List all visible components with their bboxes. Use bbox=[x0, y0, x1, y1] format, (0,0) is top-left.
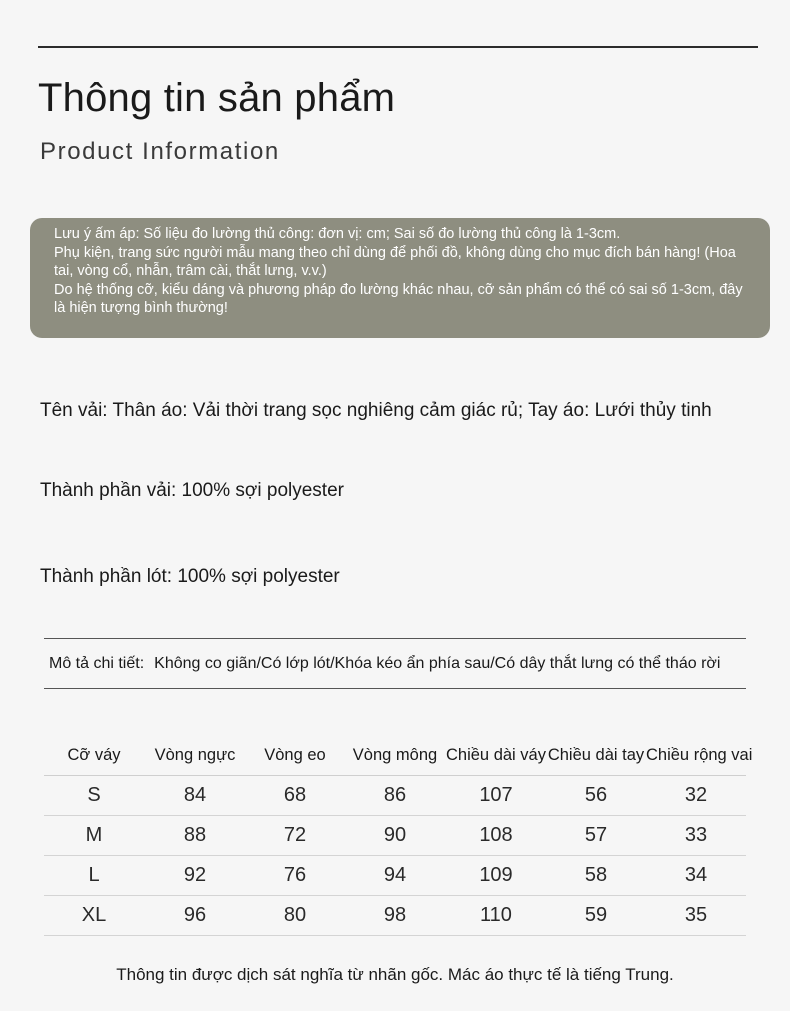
header-bust: Vòng ngực bbox=[144, 735, 246, 776]
detail-bottom-divider bbox=[44, 688, 746, 689]
fabric-name: Tên vải: Thân áo: Vải thời trang sọc nghiêng cảm giác rủ; Tay áo: Lưới thủy tinh bbox=[40, 400, 712, 421]
cell-bust: 88 bbox=[144, 816, 246, 856]
cell-waist: 80 bbox=[246, 896, 344, 936]
size-table bbox=[44, 735, 753, 936]
cell-sleeve-length: 58 bbox=[546, 856, 646, 896]
table-row bbox=[44, 896, 746, 936]
translation-footnote: Thông tin được dịch sát nghĩa từ nhãn gốc. Mác áo thực tế là tiếng Trung. bbox=[116, 965, 674, 984]
cell-hip: 90 bbox=[344, 816, 446, 856]
note-line-accessories: Phụ kiện, trang sức người mẫu mang theo chỉ dùng để phối đồ, không dùng cho mục đích bán hàng! (Hoa tai, vòng cổ, nhẫn, trâm cài, thắt lưng, v.v.) bbox=[54, 244, 736, 280]
cell-waist: 68 bbox=[246, 776, 344, 816]
note-line-size-variance: Do hệ thống cỡ, kiểu dáng và phương pháp đo lường khác nhau, cỡ sản phẩm có thể có sai số 1-3cm, đây là hiện tượng bình thường! bbox=[54, 281, 743, 317]
cell-size: S bbox=[44, 776, 144, 816]
cell-shoulder-width: 34 bbox=[646, 856, 746, 896]
header-sleeve-length: Chiều dài tay bbox=[546, 735, 646, 776]
cell-sleeve-length: 56 bbox=[546, 776, 646, 816]
cell-dress-length: 109 bbox=[446, 856, 546, 896]
table-row bbox=[44, 816, 746, 856]
cell-hip: 86 bbox=[344, 776, 446, 816]
cell-shoulder-width: 33 bbox=[646, 816, 746, 856]
detail-top-divider bbox=[44, 638, 746, 639]
top-divider bbox=[38, 46, 758, 48]
detail-description bbox=[49, 655, 720, 673]
cell-hip: 94 bbox=[344, 856, 446, 896]
care-note-box bbox=[30, 218, 770, 338]
cell-hip: 98 bbox=[344, 896, 446, 936]
cell-bust: 84 bbox=[144, 776, 246, 816]
detail-label: Mô tả chi tiết: bbox=[49, 655, 145, 672]
cell-dress-length: 107 bbox=[446, 776, 546, 816]
header-waist: Vòng eo bbox=[246, 735, 344, 776]
page-subtitle: Product Information bbox=[40, 138, 280, 165]
cell-size: XL bbox=[44, 896, 144, 936]
header-hip: Vòng mông bbox=[344, 735, 446, 776]
cell-bust: 96 bbox=[144, 896, 246, 936]
note-line-measurement: Lưu ý ấm áp: Số liệu đo lường thủ công: đơn vị: cm; Sai số đo lường thủ công là 1-3cm. bbox=[54, 226, 621, 242]
fabric-composition: Thành phần vải: 100% sợi polyester bbox=[40, 480, 344, 501]
cell-size: L bbox=[44, 856, 144, 896]
cell-sleeve-length: 59 bbox=[546, 896, 646, 936]
size-table-header-row bbox=[44, 735, 746, 776]
header-dress-length: Chiều dài váy bbox=[446, 735, 546, 776]
cell-shoulder-width: 35 bbox=[646, 896, 746, 936]
cell-bust: 92 bbox=[144, 856, 246, 896]
lining-composition: Thành phần lót: 100% sợi polyester bbox=[40, 566, 340, 587]
cell-sleeve-length: 57 bbox=[546, 816, 646, 856]
header-shoulder-width: Chiều rộng vai bbox=[646, 735, 746, 776]
cell-size: M bbox=[44, 816, 144, 856]
table-row bbox=[44, 776, 746, 816]
cell-waist: 76 bbox=[246, 856, 344, 896]
cell-dress-length: 108 bbox=[446, 816, 546, 856]
page-title: Thông tin sản phẩm bbox=[38, 76, 396, 120]
cell-shoulder-width: 32 bbox=[646, 776, 746, 816]
table-row bbox=[44, 856, 746, 896]
detail-value: Không co giãn/Có lớp lót/Khóa kéo ẩn phía sau/Có dây thắt lưng có thể tháo rời bbox=[154, 655, 721, 672]
header-size: Cỡ váy bbox=[44, 735, 144, 776]
cell-waist: 72 bbox=[246, 816, 344, 856]
cell-dress-length: 110 bbox=[446, 896, 546, 936]
